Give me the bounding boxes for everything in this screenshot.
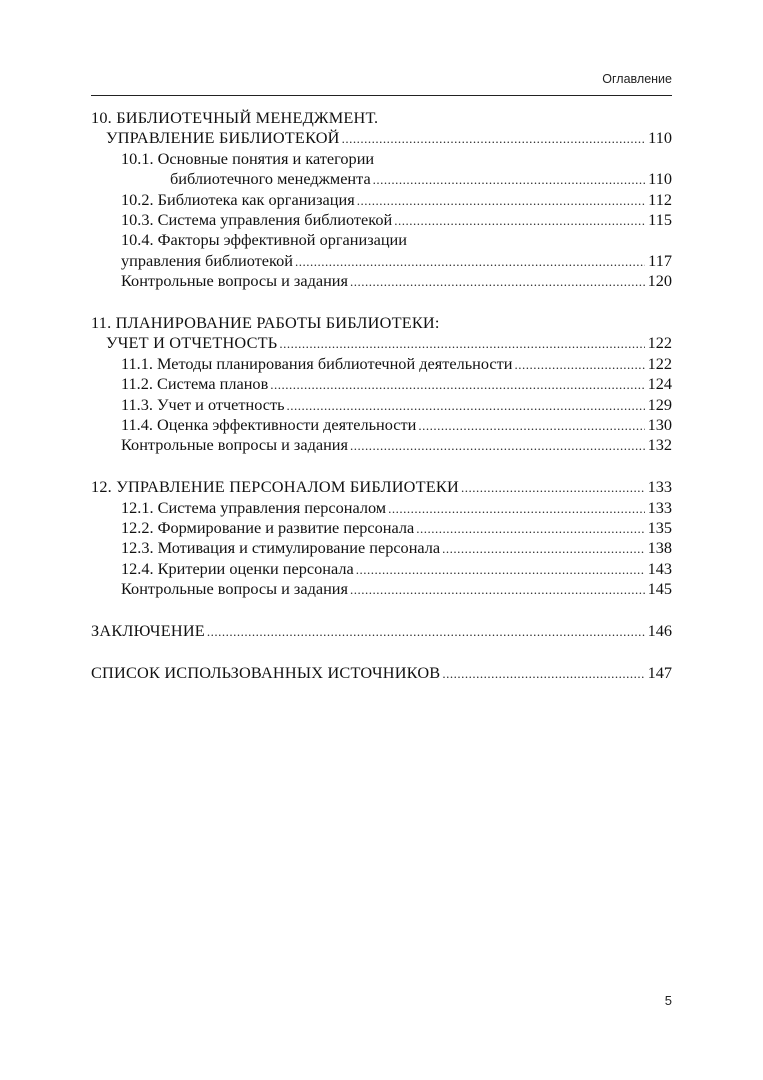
page-ref: 138 <box>647 538 672 558</box>
page-ref: 145 <box>647 579 672 599</box>
toc-entry <box>91 190 672 210</box>
toc-entry <box>91 415 672 435</box>
page-ref: 124 <box>647 374 672 394</box>
entry-title: 10.3. Система управления библиотекой <box>121 209 393 229</box>
page-ref: 112 <box>648 189 672 209</box>
dot-leader <box>342 129 645 149</box>
dot-leader <box>295 252 645 272</box>
entry-title: 12.3. Мотивация и стимулирование персонала <box>121 538 441 558</box>
entry-title: 10.2. Библиотека как организация <box>121 189 355 209</box>
dot-leader <box>416 519 645 539</box>
toc-entry <box>91 313 672 333</box>
chapter-title: УПРАВЛЕНИЕ БИБЛИОТЕКОЙ <box>106 128 340 148</box>
toc-entry <box>91 128 672 148</box>
toc-entry <box>91 354 672 374</box>
page-ref: 117 <box>648 250 672 270</box>
entry-title: 12.4. Критерии оценки персонала <box>121 558 354 578</box>
chapter-title: ЗАКЛЮЧЕНИЕ <box>91 621 205 641</box>
running-head: Оглавление <box>602 72 672 86</box>
dot-leader <box>514 355 645 375</box>
toc-entry <box>91 498 672 518</box>
dot-leader <box>350 436 645 456</box>
dot-leader <box>270 375 645 395</box>
toc-chapter-11 <box>91 313 672 456</box>
entry-title: Контрольные вопросы и задания <box>121 435 348 455</box>
page-ref: 132 <box>647 435 672 455</box>
dot-leader <box>356 560 645 580</box>
toc-entry <box>91 518 672 538</box>
toc-entry <box>91 169 672 189</box>
table-of-contents <box>91 108 672 705</box>
toc-entry <box>91 621 672 641</box>
dot-leader <box>388 499 645 519</box>
entry-title: управления библиотекой <box>121 250 293 270</box>
toc-entry <box>91 579 672 599</box>
toc-conclusion <box>91 621 672 641</box>
page-ref: 133 <box>647 497 672 517</box>
entry-title: библиотечного менеджмента <box>170 169 371 189</box>
dot-leader <box>442 664 645 684</box>
page-ref: 143 <box>647 558 672 578</box>
header-rule <box>91 95 672 96</box>
page-ref: 115 <box>648 209 672 229</box>
toc-chapter-12 <box>91 477 672 599</box>
page-ref: 147 <box>647 662 672 682</box>
dot-leader <box>279 334 645 354</box>
dot-leader <box>357 191 645 211</box>
dot-leader <box>442 539 645 559</box>
chapter-title: 12. УПРАВЛЕНИЕ ПЕРСОНАЛОМ БИБЛИОТЕКИ <box>91 477 459 497</box>
toc-entry <box>91 374 672 394</box>
toc-entry <box>91 435 672 455</box>
entry-title: Контрольные вопросы и задания <box>121 579 348 599</box>
chapter-title: 10. БИБЛИОТЕЧНЫЙ МЕНЕДЖМЕНТ. <box>91 108 379 127</box>
dot-leader <box>350 272 645 292</box>
dot-leader <box>461 478 645 498</box>
dot-leader <box>287 396 645 416</box>
toc-entry <box>91 477 672 497</box>
toc-entry <box>91 559 672 579</box>
toc-entry <box>91 210 672 230</box>
dot-leader <box>418 416 645 436</box>
entry-title: 10.1. Основные понятия и категории <box>121 148 375 168</box>
entry-title: 11.4. Оценка эффективности деятельности <box>121 414 417 434</box>
entry-title: 12.1. Система управления персоналом <box>121 497 387 517</box>
toc-sources <box>91 663 672 683</box>
page-ref: 133 <box>647 477 672 497</box>
toc-entry <box>91 251 672 271</box>
page-ref: 146 <box>647 621 672 641</box>
page-ref: 135 <box>647 518 672 538</box>
page-number: 5 <box>664 993 672 1008</box>
chapter-title: 11. ПЛАНИРОВАНИЕ РАБОТЫ БИБЛИОТЕКИ: <box>91 313 440 333</box>
page-ref: 110 <box>648 169 672 189</box>
entry-title: 11.1. Методы планирования библиотечной деятельности <box>121 353 513 373</box>
chapter-title: УЧЕТ И ОТЧЕТНОСТЬ <box>106 333 278 353</box>
toc-entry <box>91 230 672 250</box>
toc-entry <box>91 271 672 291</box>
toc-entry <box>91 149 672 169</box>
dot-leader <box>350 580 645 600</box>
entry-title: Контрольные вопросы и задания <box>121 271 348 291</box>
entry-title: 10.4. Факторы эффективной организации <box>121 230 407 250</box>
dot-leader <box>394 211 645 231</box>
entry-title: 11.3. Учет и отчетность <box>121 394 285 414</box>
toc-entry <box>91 395 672 415</box>
dot-leader <box>373 170 645 190</box>
toc-entry <box>91 333 672 353</box>
page-ref: 122 <box>647 333 672 353</box>
page-ref: 110 <box>648 128 672 148</box>
page-ref: 130 <box>647 414 672 434</box>
toc-entry <box>91 108 672 128</box>
chapter-title: СПИСОК ИСПОЛЬЗОВАННЫХ ИСТОЧНИКОВ <box>91 662 441 682</box>
dot-leader <box>207 622 645 642</box>
toc-chapter-10 <box>91 108 672 292</box>
page-ref: 122 <box>647 353 672 373</box>
toc-entry <box>91 538 672 558</box>
entry-title: 12.2. Формирование и развитие персонала <box>121 518 415 538</box>
entry-title: 11.2. Система планов <box>121 374 269 394</box>
page-ref: 129 <box>647 394 672 414</box>
toc-entry <box>91 663 672 683</box>
page-ref: 120 <box>647 271 672 291</box>
